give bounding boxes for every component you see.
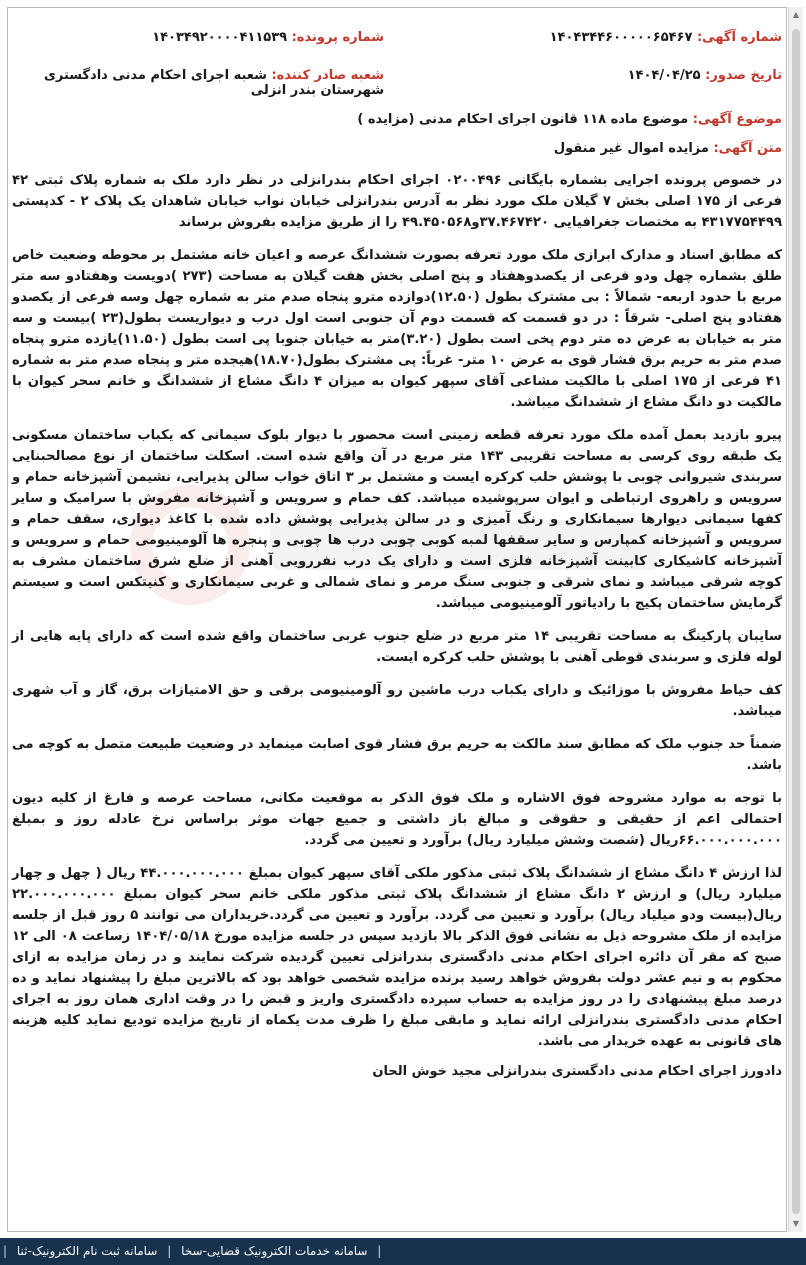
header-row-1	[12, 30, 782, 52]
issuing-branch: شعبه صادر کننده: شعبه اجرای احکام مدنی دادگستری شهرستان بندر انزلی	[43, 68, 384, 98]
footer-link-sakha[interactable]: سامانه خدمات الکترونیک قضایی-سخا	[181, 1244, 368, 1258]
notice-content	[12, 30, 782, 1079]
file-number: شماره پرونده: ۱۴۰۳۴۹۲۰۰۰۰۴۱۱۵۳۹	[152, 30, 384, 45]
vertical-scrollbar[interactable]	[788, 7, 803, 1232]
paragraph-auction-terms: لذا ارزش ۴ دانگ مشاع از ششدانگ پلاک ثبتی مذکور ملکی آقای سپهر کیوان بمبلغ ۴۴.۰۰۰.۰۰۰.۰۰۰ ریال ( چهل و چهار میلیارد ریال) و ارزش ۲ دانگ مشاع از ششدانگ پلاک ثبتی مذکور ملکی خانم سحر کیوان بمبلغ ۲۲.۰۰۰.۰۰۰.۰۰۰ ریال(بیست ودو میلیاد ریال) برآورد و تعیین می گردد. برآورد و تعیین می گردد.خریداران می توانند ۵ روز قبل از جلسه مزایده از ملک مشروحه ذیل به نشانی فوق الذکر بالا بازدید سپس در جلسه مزایده مورخ ۱۴۰۴/۰۵/۱۸ زساعت ۰۸ الی ۱۲ صبح که مقر آن دائره اجرای احکام مدنی دادگستری بندرانزلی تعیین گردیده شرکت نمایند و در زمان مزایده به ازای محکوم به و نیم عشر دولت بفروش خواهد رسید برنده مزایده شخصی خواهد بود که بالاترین مبلغ را پیشنهاد نماید و ده درصد مبلغ پیشنهادی را در روز مزایده به حساب سپرده دادگستری واریز و قبض را در وقت اداری همان روز به اجرای احکام مدنی دادگستری بندرانزلی ارائه نماید و مابقی مبلغ را ظرف مدت یکماه از تاریخ مزایده تودیع نماید کلیه هزینه های قانونی به عهده خریدار می باشد.	[12, 866, 782, 1049]
ad-number: شماره آگهی: ۱۴۰۴۳۴۴۶۰۰۰۰۰۶۵۴۶۷	[549, 30, 782, 45]
notice-subject: موضوع آگهی: موضوع ماده ۱۱۸ قانون اجرای احکام مدنی (مزایده )	[357, 112, 782, 127]
paragraph-parking: سایبان پارکینگ به مساحت تقریبی ۱۴ متر مربع در ضلع جنوب غربی ساختمان واقع شده است که دارای پایه هایی از لوله فلزی و سربندی قوطی آهنی با پوشش حلب کرکره ایست.	[12, 629, 782, 665]
scroll-down-icon[interactable]: ▼	[792, 1219, 800, 1228]
paragraph-boundaries: که مطابق اسناد و مدارک ابرازی ملک مورد تعرفه بصورت ششدانگ عرصه و اعیان خانه مشتمل بر محوطه وضعیت خاص طلق بشماره چهل ودو فرعی از یکصدوهفتاد و پنج اصلی بخش هفت گیلان به مساحت (۲۷۳ )دویست وهفتادو سه متر مربع با حدود اربعه- شمالاً : بی مشترک بطول (۱۲.۵۰)دوازده مترو پنجاه صدم متر به شماره چهل وسه فرعی از یکصدو هفتادو پنج اصلی- شرقاً : در دو قسمت که قسمت دوم آن جنوبی است اول درب و دیواریست بطول(۲۳ )بیست و سه متر به خیابان به عرض ده متر دوم پخی است بطول (۳.۲۰)متر به خیابان جنوبا پی است بطول (۱۱.۵۰)یازده مترو پنجاه صدم متر به حریم برق فشار قوی به عرض ۱۰ متر- غرباً: پی مشترک بطول(۱۸.۷۰)هیجده متر و پنجاه صدم متر به شماره ۴۱ فرعی از ۱۷۵ اصلی با مالکیت مشاعی آقای سپهر کیوان به میزان ۴ دانگ مشاع از ششدانگ و خانم سحر کیوان با مالکیت دو دانگ مشاع از ششدانگ میباشد.	[12, 248, 782, 410]
signature: دادورز اجرای احکام مدنی دادگستری بندرانزلی مجید خوش الحان	[372, 1064, 782, 1079]
paragraph-valuation: با توجه به موارد مشروحه فوق الاشاره و ملک فوق الذکر به موقعیت مکانی، مساحت عرصه و فارغ از کلیه دیون احتمالی اعم از حقیقی و حقوقی و مبالغ باز داشتی و جمیع جهات موثر براساس نرخ عادله روز و بمبلغ ۶۶.۰۰۰.۰۰۰.۰۰۰ریال (شصت وشش میلیارد ریال) برآورد و تعیین می گردد.	[12, 791, 782, 848]
scroll-up-icon[interactable]: ▲	[792, 10, 800, 19]
paragraph-south-boundary: ضمناً حد جنوب ملک که مطابق سند مالکت به حریم برق فشار قوی اصابت مینماید در وضعیت طبیعت متصل به کوچه می باشد.	[12, 737, 782, 773]
paragraph-building-description: پیرو بازدید بعمل آمده ملک مورد تعرفه قطعه زمینی است محصور با دیوار بلوک سیمانی که یکباب ساختمان مسکونی یک طبقه روی کرسی به مساحت تقریبی ۱۴۳ متر مربع در آن واقع شده است. اسکلت ساختمان از نوع مصالحبنایی سربندی شیروانی چوبی با پوشش حلب کرکره ایست و مشتمل بر ۳ اتاق خواب سالن پذیرایی، نشیمن آشپزخانه حمام و سرویس و راهروی ارتباطی و ایوان سرپوشیده میباشد. کف حمام و سرویس و آشپزخانه مفروش با سرامیک و سایر کفها سیمانی دیوارها سیمانکاری و رنگ آمیزی و در سالن پذیرایی پوشش داده شده با کاغذ دیواری، سقف حمام و سرویس و آشپزخانه کمپارس و سایر سقفها لمبه کوبی چوبی درب ها چوبی و پنجره ها آلومینیومی حمام و سرویس و آشپزخانه کاشیکاری کابینت آشپزخانه فلزی است و دارای یک درب نفررویی آهنی از ضلع شرق ساختمان مشرف به کوچه شرقی میباشد و نمای شرقی و جنوبی سنگ مرمر و نمای شمالی و غربی سیمانکاری و کنیتکس است و سیستم گرمایش ساختمان پکیج با رادیاتور آلومینیومی میباشد.	[12, 428, 783, 611]
paragraph-yard: کف حیاط مفروش با موزائیک و دارای یکباب درب ماشین رو آلومینیومی برقی و حق الامتیازات برق، گاز و آب شهری میباشد.	[12, 683, 782, 719]
scroll-thumb[interactable]	[792, 29, 800, 1214]
notice-text-head: متن آگهی: مزایده اموال غیر منقول	[553, 141, 782, 156]
paragraph-property-intro: در خصوص پرونده اجرایی بشماره بایگانی ۰۲۰۰۴۹۶ اجرای احکام بندرانزلی در نظر دارد ملک به شماره پلاک ثبتی ۴۲ فرعی از ۱۷۵ اصلی بخش ۷ گیلان ملک مورد نظر به آدرس بندرانزلی خیابان نواب خیابان شاهدان یک پلاک ۲ - کدپستی ۴۳۱۷۷۵۴۴۹۹ به مختصات جغرافیایی ۳۷.۴۶۷۴۲۰و۴۹.۴۵۰۵۶۸ را از طریق مزایده بفروش برساند	[12, 173, 782, 230]
footer-bar: | سامانه خدمات الکترونیک قضایی-سخا | سامانه ثبت نام الکترونیک-ثنا |	[0, 1238, 806, 1265]
footer-link-sana[interactable]: سامانه ثبت نام الکترونیک-ثنا	[16, 1244, 158, 1258]
header-row-2	[12, 68, 782, 98]
issue-date: تاریخ صدور: ۱۴۰۴/۰۴/۲۵	[627, 68, 782, 83]
